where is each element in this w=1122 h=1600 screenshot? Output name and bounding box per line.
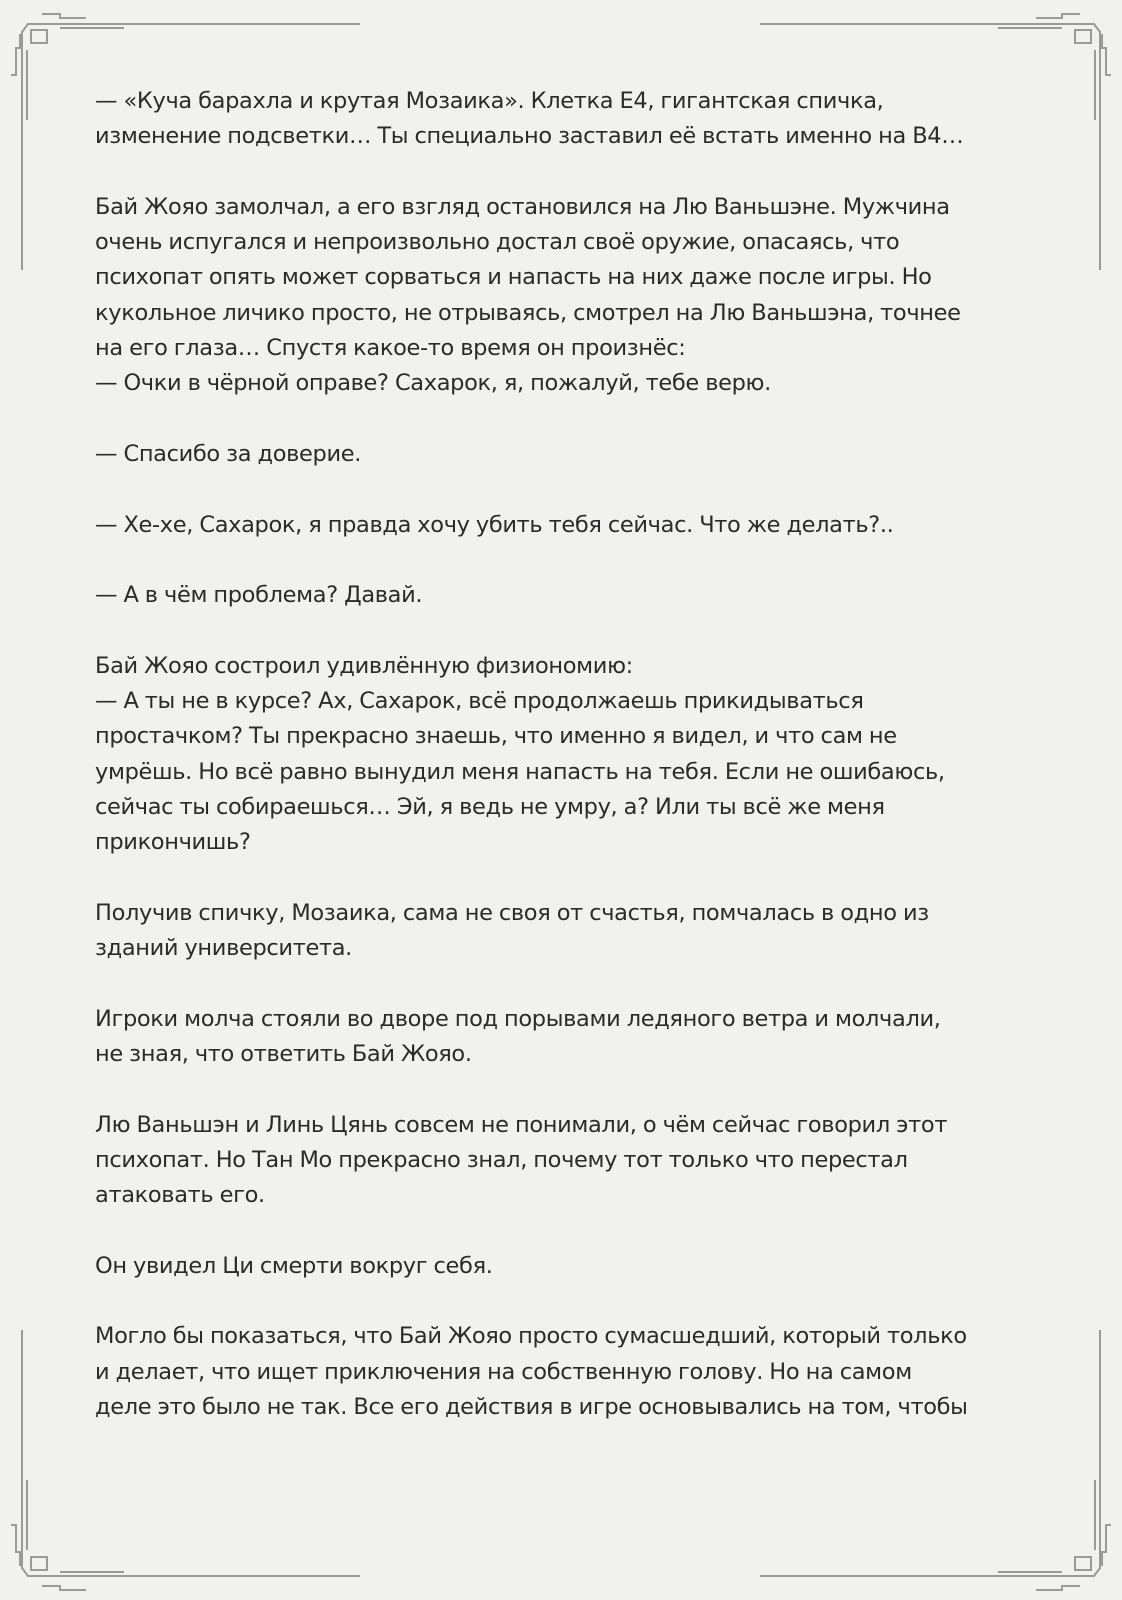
text-line: психопат опять может сорваться и напасть на них даже после игры. Но: [95, 264, 932, 291]
paragraph: [95, 896, 1025, 967]
text-line: изменение подсветки… Ты специально заставил её встать именно на В4…: [95, 123, 964, 150]
paragraph: [95, 1108, 1025, 1214]
paragraph: [95, 578, 1025, 613]
text-line: Лю Ваньшэн и Линь Цянь совсем не понимали, о чём сейчас говорил этот: [95, 1111, 948, 1138]
text-line: кукольное личико просто, не отрываясь, смотрел на Лю Ваньшэна, точнее: [95, 299, 961, 326]
paragraph: [95, 84, 1025, 155]
paragraph: [95, 1249, 1025, 1284]
text-line: атаковать его.: [95, 1182, 265, 1209]
text-line: — «Куча барахла и крутая Мозаика». Клетка Е4, гигантская спичка,: [95, 88, 884, 114]
text-line: очень испугался и непроизвольно достал своё оружие, опасаясь, что: [95, 229, 900, 256]
paragraph: [95, 190, 1025, 402]
text-line: — Хе-хе, Сахарок, я правда хочу убить тебя сейчас. Что же делать?..: [95, 511, 894, 538]
text-line: не зная, что ответить Бай Жояо.: [95, 1041, 472, 1068]
text-line: Бай Жояо состроил удивлённую физиономию:: [95, 652, 633, 679]
text-line: Бай Жояо замолчал, а его взгляд остановился на Лю Ваньшэне. Мужчина: [95, 193, 950, 220]
document-body: [95, 84, 1025, 1461]
text-line: — А в чём проблема? Давай.: [95, 582, 423, 609]
text-line: Игроки молча стояли во дворе под порывами ледяного ветра и молчали,: [95, 1005, 941, 1032]
text-line: Он увидел Ци смерти вокруг себя.: [95, 1252, 493, 1279]
paragraph: [95, 508, 1025, 543]
paragraph: [95, 649, 1025, 861]
text-line: прикончишь?: [95, 829, 251, 856]
text-line: зданий университета.: [95, 935, 352, 962]
text-line: деле это было не так. Все его действия в игре основывались на том, чтобы: [95, 1393, 968, 1420]
text-line: и делает, что ищет приключения на собственную голову. Но на самом: [95, 1358, 912, 1385]
text-line: психопат. Но Тан Мо прекрасно знал, почему тот только что перестал: [95, 1146, 908, 1173]
text-line: простачком? Ты прекрасно знаешь, что именно я видел, и что сам не: [95, 723, 897, 750]
text-line: умрёшь. Но всё равно вынудил меня напасть на тебя. Если не ошибаюсь,: [95, 758, 945, 785]
paragraph: [95, 437, 1025, 472]
paragraph: [95, 1002, 1025, 1073]
text-line: сейчас ты собираешься… Эй, я ведь не умру, а? Или ты всё же меня: [95, 793, 885, 820]
text-line: на его глаза… Спустя какое-то время он произнёс:: [95, 335, 686, 362]
text-line: — А ты не в курсе? Ах, Сахарок, всё продолжаешь прикидываться: [95, 688, 864, 715]
paragraph: [95, 1319, 1025, 1425]
text-line: — Спасибо за доверие.: [95, 440, 362, 467]
text-line: Получив спичку, Мозаика, сама не своя от счастья, помчалась в одно из: [95, 899, 929, 926]
text-line: — Очки в чёрной оправе? Сахарок, я, пожалуй, тебе верю.: [95, 370, 771, 397]
text-line: Могло бы показаться, что Бай Жояо просто сумасшедший, который только: [95, 1323, 967, 1350]
